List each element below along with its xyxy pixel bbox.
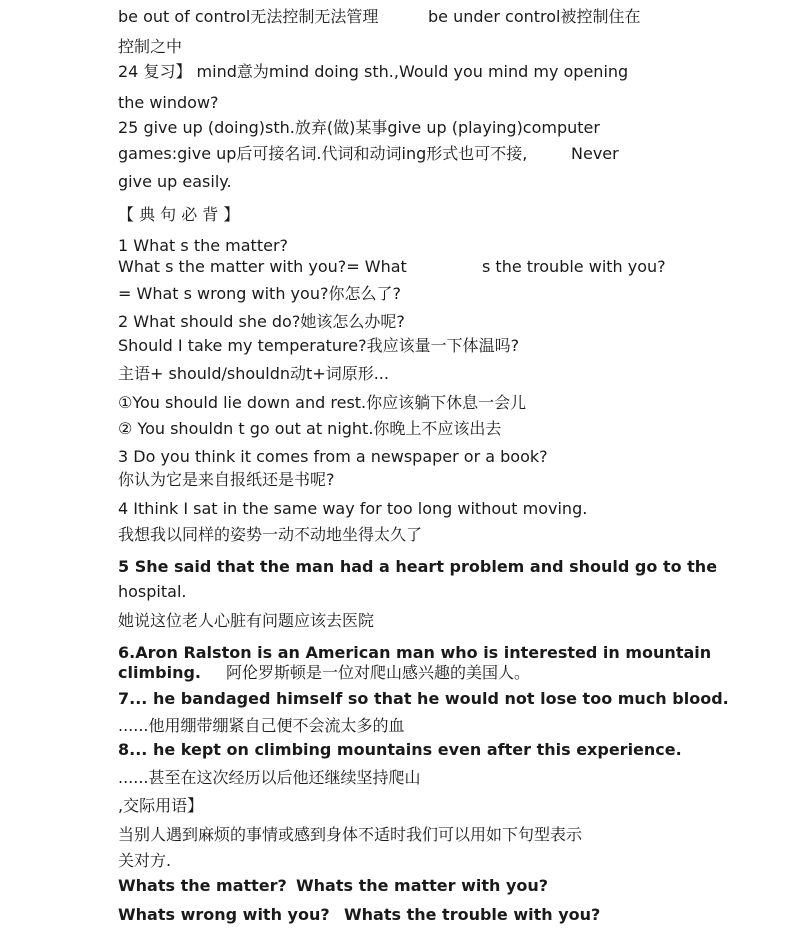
text-line: Whats the matter? Whats the matter with you?	[118, 876, 549, 895]
text-line: games:give up后可接名词.代词和动词ing形式也可不接, Never	[118, 144, 619, 163]
section-heading: ,交际用语】	[118, 796, 204, 815]
text-line: 1 What s the matter?	[118, 236, 289, 255]
text-line: 控制之中	[118, 37, 183, 56]
text-line: 6.Aron Ralston is an American man who is interested in mountain	[118, 643, 712, 662]
text-line: the window?	[118, 93, 219, 112]
section-heading: 【 典 句 必 背 】	[118, 205, 240, 224]
text-line: ①You should lie down and rest.你应该躺下休息一会儿	[118, 393, 527, 412]
text-line: = What s wrong with you?你怎么了?	[118, 284, 401, 303]
text-line: Whats wrong with you? Whats the trouble with you?	[118, 905, 601, 924]
text-line: 25 give up (doing)sth.放弃(做)某事give up (playing)computer	[118, 118, 600, 137]
text-line: 当别人遇到麻烦的事情或感到身体不适时我们可以用如下句型表示	[118, 825, 583, 844]
text-line: 主语+ should/shouldn动t+词原形...	[118, 364, 389, 383]
text-line: Should I take my temperature?我应该量一下体温吗?	[118, 336, 520, 355]
text-line: be out of control无法控制无法管理 be under control被控制住在	[118, 7, 641, 26]
text-line: 3 Do you think it comes from a newspaper or a book?	[118, 447, 548, 466]
text-line: 24 复习】 mind意为mind doing sth.,Would you mind my opening	[118, 62, 629, 81]
text-line: 她说这位老人心脏有问题应该去医院	[118, 611, 375, 630]
text-line: ......他用绷带绷紧自己便不会流太多的血	[118, 716, 405, 735]
text-line: What s the matter with you?= What s the trouble with you?	[118, 257, 666, 276]
text-line: ......甚至在这次经历以后他还继续坚持爬山	[118, 768, 421, 787]
text-line: hospital.	[118, 582, 187, 601]
text-line: 8... he kept on climbing mountains even after this experience.	[118, 740, 682, 759]
text-line: 5 She said that the man had a heart problem and should go to the	[118, 557, 718, 576]
text-line: climbing. 阿伦罗斯顿是一位对爬山感兴趣的美国人。	[118, 663, 531, 682]
text-line: 关对方.	[118, 851, 172, 870]
text-line: 我想我以同样的姿势一动不动地坐得太久了	[118, 525, 423, 544]
text-line: 你认为它是来自报纸还是书呢?	[118, 470, 335, 489]
text-line: 4 Ithink I sat in the same way for too long without moving.	[118, 499, 588, 518]
text-line: 2 What should she do?她该怎么办呢?	[118, 312, 405, 331]
text-line: 7... he bandaged himself so that he would not lose too much blood.	[118, 689, 729, 708]
text-line: give up easily.	[118, 172, 232, 191]
text-line: ② You shouldn t go out at night.你晚上不应该出去	[118, 419, 502, 438]
